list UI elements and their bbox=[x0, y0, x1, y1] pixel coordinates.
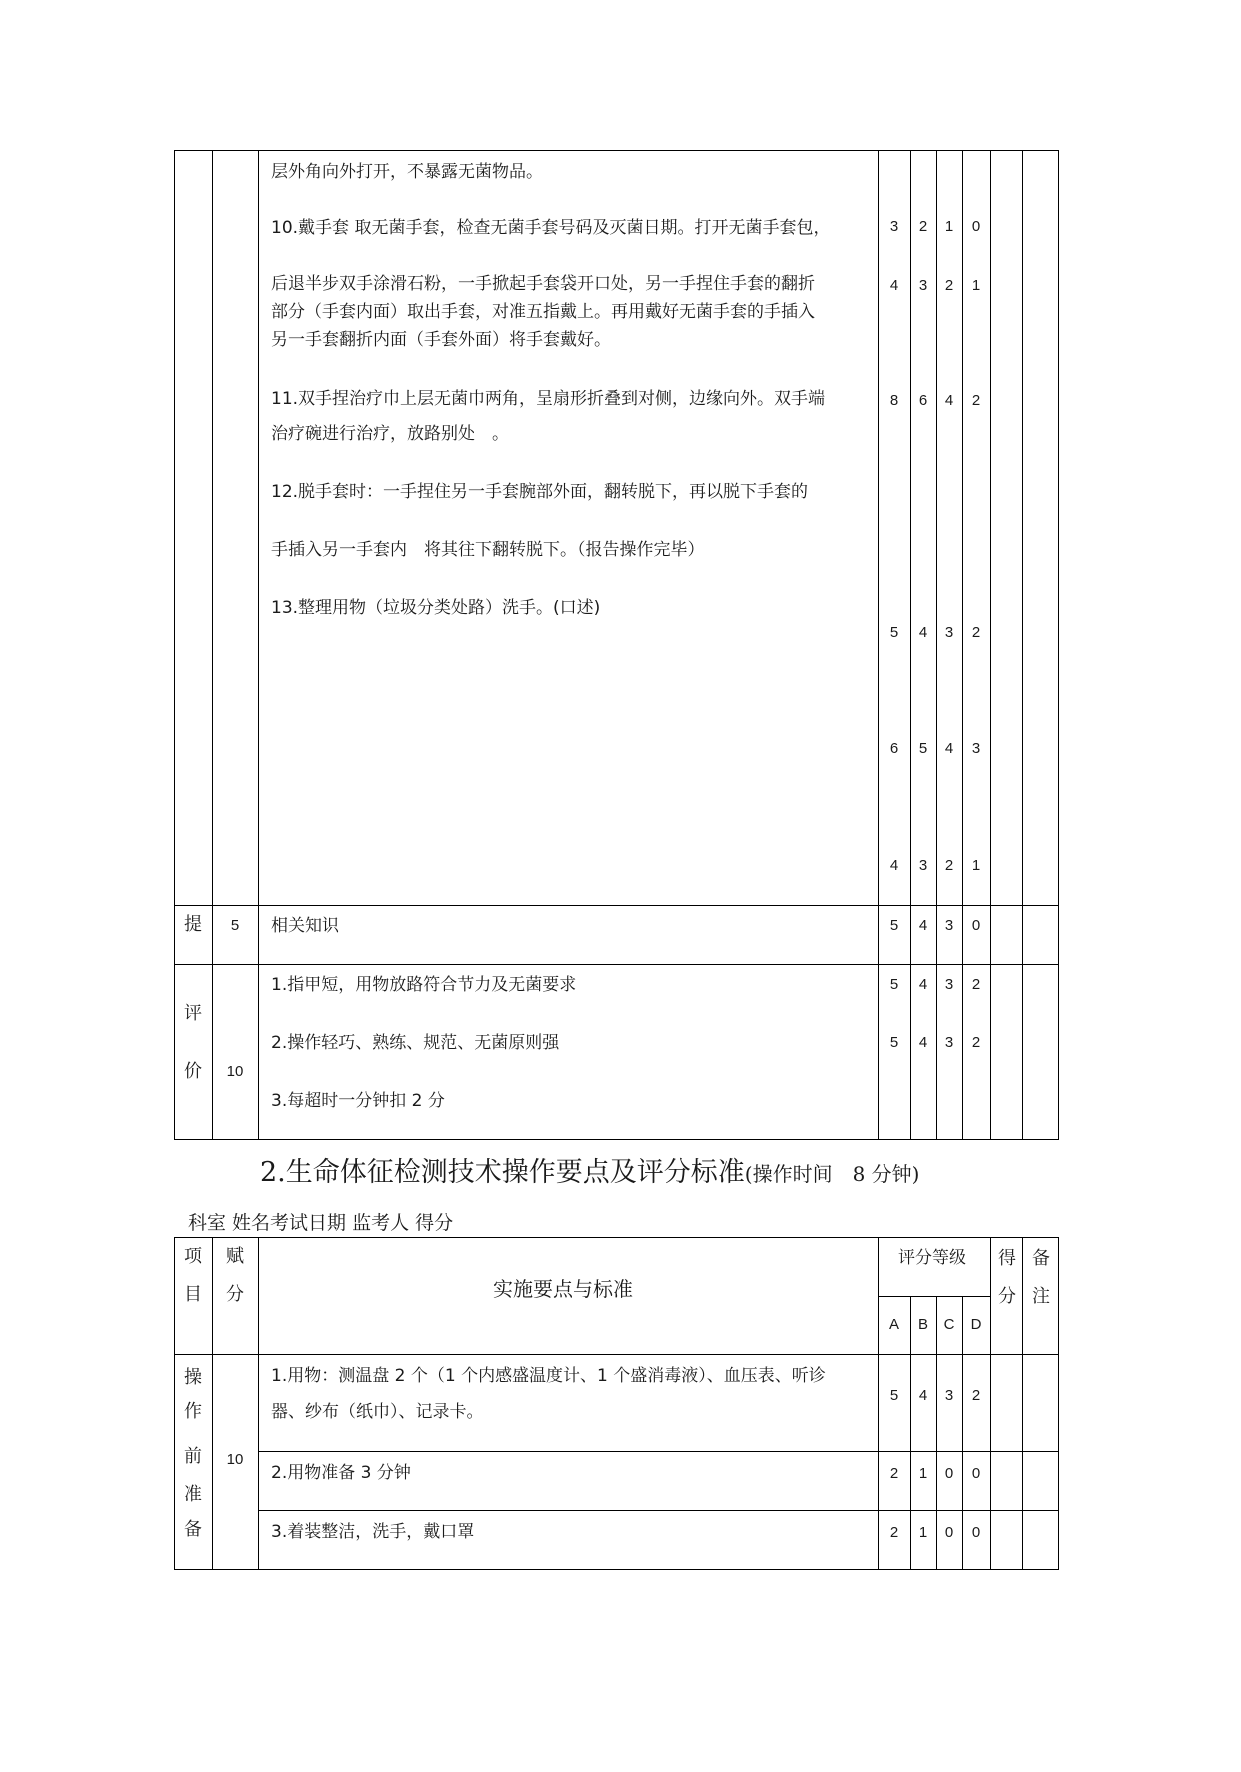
ti-standard: 相关知识 bbox=[271, 916, 339, 936]
eval-line-1: 1.指甲短，用物放路符合节力及无菌要求 bbox=[271, 975, 577, 995]
score-b: 4 bbox=[918, 976, 928, 993]
score-a: 4 bbox=[889, 277, 899, 294]
score-b: 4 bbox=[918, 1034, 928, 1051]
prep-row-1-line-2: 器、纱布（纸巾）、记录卡。 bbox=[271, 1402, 484, 1422]
item-label-prep-3: 前 bbox=[184, 1446, 202, 1467]
step-10-line-2: 后退半步双手涂滑石粉，一手掀起手套袋开口处，另一手捏住手套的翻折 bbox=[271, 274, 815, 294]
table1-col-border bbox=[990, 150, 991, 1140]
table1-col-border bbox=[878, 150, 879, 1140]
eval-points: 10 bbox=[226, 1063, 244, 1080]
score-c: 3 bbox=[944, 976, 954, 993]
score-d: 1 bbox=[971, 857, 981, 874]
score-d: 0 bbox=[971, 1524, 981, 1541]
table1-col-border bbox=[1022, 150, 1023, 1140]
header-grade: 评分等级 bbox=[898, 1248, 966, 1268]
header-score-1: 得 bbox=[998, 1248, 1016, 1269]
score-c: 2 bbox=[944, 857, 954, 874]
score-c: 3 bbox=[944, 1034, 954, 1051]
score-d: 2 bbox=[971, 1034, 981, 1051]
table2-col-border bbox=[990, 1237, 991, 1570]
score-d: 0 bbox=[971, 218, 981, 235]
item-label-eval-2: 价 bbox=[184, 1061, 202, 1082]
section-title-note: (操作时间 8 分钟) bbox=[744, 1162, 920, 1186]
table2-top-border bbox=[174, 1237, 1059, 1238]
table2-grade-divider bbox=[878, 1296, 991, 1297]
score-a: 3 bbox=[889, 218, 899, 235]
score-d: 2 bbox=[971, 392, 981, 409]
score-b: 1 bbox=[918, 1465, 928, 1482]
score-d: 2 bbox=[971, 976, 981, 993]
score-b: 4 bbox=[918, 917, 928, 934]
step-11-line-2: 治疗碗进行治疗，放路别处 。 bbox=[271, 424, 509, 444]
score-b: 3 bbox=[918, 857, 928, 874]
step-10-line-1: 10.戴手套 取无菌手套，检查无菌手套号码及灭菌日期。打开无菌手套包， bbox=[271, 218, 831, 238]
item-label-prep-4: 准 bbox=[184, 1484, 202, 1505]
score-b: 5 bbox=[918, 740, 928, 757]
header-grade-a: A bbox=[888, 1316, 899, 1333]
step-12-line-1: 12.脱手套时：一手捏住另一手套腕部外面，翻转脱下，再以脱下手套的 bbox=[271, 482, 809, 502]
score-b: 3 bbox=[918, 277, 928, 294]
table2-bottom-border bbox=[174, 1569, 1059, 1570]
score-a: 4 bbox=[889, 857, 899, 874]
score-a: 5 bbox=[889, 917, 899, 934]
eval-line-2: 2.操作轻巧、熟练、规范、无菌原则强 bbox=[271, 1033, 560, 1053]
score-b: 4 bbox=[918, 1387, 928, 1404]
step-10-line-4: 另一手套翻折内面（手套外面）将手套戴好。 bbox=[271, 330, 611, 350]
table2-row-divider bbox=[258, 1510, 1059, 1511]
header-grade-c: C bbox=[943, 1316, 955, 1333]
score-d: 1 bbox=[971, 277, 981, 294]
table1-row-divider bbox=[174, 905, 1059, 906]
score-d: 2 bbox=[971, 624, 981, 641]
table2-col-border bbox=[258, 1237, 259, 1570]
table2-col-border bbox=[1058, 1237, 1059, 1570]
item-label-eval-1: 评 bbox=[184, 1003, 202, 1024]
table1-top-border bbox=[174, 150, 1059, 151]
score-b: 2 bbox=[918, 218, 928, 235]
section-title-main: 2.生命体征检测技术操作要点及评分标准 bbox=[260, 1157, 745, 1188]
step-11-line-1: 11.双手捏治疗巾上层无菌巾两角，呈扇形折叠到对侧，边缘向外。双手端 bbox=[271, 389, 826, 409]
ti-points: 5 bbox=[230, 917, 240, 934]
step-10-line-3: 部分（手套内面）取出手套，对准五指戴上。再用戴好无菌手套的手插入 bbox=[271, 302, 815, 322]
step-13: 13.整理用物（垃圾分类处路）洗手。(口述) bbox=[271, 598, 601, 618]
header-points-1: 赋 bbox=[226, 1246, 244, 1267]
score-c: 4 bbox=[944, 392, 954, 409]
table1-bottom-border bbox=[174, 1139, 1059, 1140]
score-c: 2 bbox=[944, 277, 954, 294]
table2-col-border bbox=[1022, 1237, 1023, 1570]
header-grade-b: B bbox=[917, 1316, 928, 1333]
step-9-continuation: 层外角向外打开，不暴露无菌物品。 bbox=[271, 162, 543, 182]
header-points-2: 分 bbox=[226, 1284, 244, 1305]
table1-col-border bbox=[1058, 150, 1059, 1140]
score-c: 0 bbox=[944, 1465, 954, 1482]
score-b: 6 bbox=[918, 392, 928, 409]
prep-row-2: 2.用物准备 3 分钟 bbox=[271, 1463, 411, 1483]
prep-points: 10 bbox=[226, 1451, 244, 1468]
item-label-prep-2: 作 bbox=[184, 1401, 202, 1422]
score-a: 5 bbox=[889, 624, 899, 641]
header-grade-d: D bbox=[970, 1316, 982, 1333]
score-a: 5 bbox=[889, 1387, 899, 1404]
header-standard: 实施要点与标准 bbox=[493, 1277, 633, 1301]
score-a: 6 bbox=[889, 740, 899, 757]
table2-col-border bbox=[212, 1237, 213, 1570]
score-c: 4 bbox=[944, 740, 954, 757]
table1-col-border bbox=[258, 150, 259, 1140]
score-a: 8 bbox=[889, 392, 899, 409]
header-remark-2: 注 bbox=[1032, 1286, 1050, 1307]
score-c: 1 bbox=[944, 218, 954, 235]
item-label-prep-5: 备 bbox=[184, 1519, 202, 1540]
score-c: 3 bbox=[944, 917, 954, 934]
table1-row-divider bbox=[174, 964, 1059, 965]
table1-col-border bbox=[174, 150, 175, 1140]
score-c: 3 bbox=[944, 624, 954, 641]
score-a: 2 bbox=[889, 1465, 899, 1482]
score-d: 2 bbox=[971, 1387, 981, 1404]
score-b: 4 bbox=[918, 624, 928, 641]
item-label-ti: 提 bbox=[184, 914, 202, 935]
section-title bbox=[260, 1157, 919, 1190]
table2-row-divider bbox=[258, 1451, 1059, 1452]
table2-header-bottom bbox=[174, 1354, 1059, 1355]
score-c: 0 bbox=[944, 1524, 954, 1541]
table2-col-border bbox=[878, 1237, 879, 1570]
header-item-1: 项 bbox=[184, 1246, 202, 1267]
item-label-prep-1: 操 bbox=[184, 1367, 202, 1388]
step-12-line-2: 手插入另一手套内 将其往下翻转脱下。（报告操作完毕） bbox=[271, 540, 705, 560]
score-c: 3 bbox=[944, 1387, 954, 1404]
score-b: 1 bbox=[918, 1524, 928, 1541]
score-a: 5 bbox=[889, 1034, 899, 1051]
exam-info-line: 科室 姓名考试日期 监考人 得分 bbox=[188, 1212, 454, 1234]
score-d: 0 bbox=[971, 917, 981, 934]
score-a: 5 bbox=[889, 976, 899, 993]
eval-line-3: 3.每超时一分钟扣 2 分 bbox=[271, 1091, 445, 1111]
header-item-2: 目 bbox=[184, 1284, 202, 1305]
score-d: 3 bbox=[971, 740, 981, 757]
score-a: 2 bbox=[889, 1524, 899, 1541]
table1-col-border bbox=[212, 150, 213, 1140]
score-d: 0 bbox=[971, 1465, 981, 1482]
prep-row-1-line-1: 1.用物：测温盘 2 个（1 个内感盛温度计、1 个盛消毒液）、血压表、听诊 bbox=[271, 1366, 826, 1386]
header-remark-1: 备 bbox=[1032, 1248, 1050, 1269]
header-score-2: 分 bbox=[998, 1286, 1016, 1307]
prep-row-3: 3.着装整洁，洗手，戴口罩 bbox=[271, 1522, 475, 1542]
table2-col-border bbox=[174, 1237, 175, 1570]
